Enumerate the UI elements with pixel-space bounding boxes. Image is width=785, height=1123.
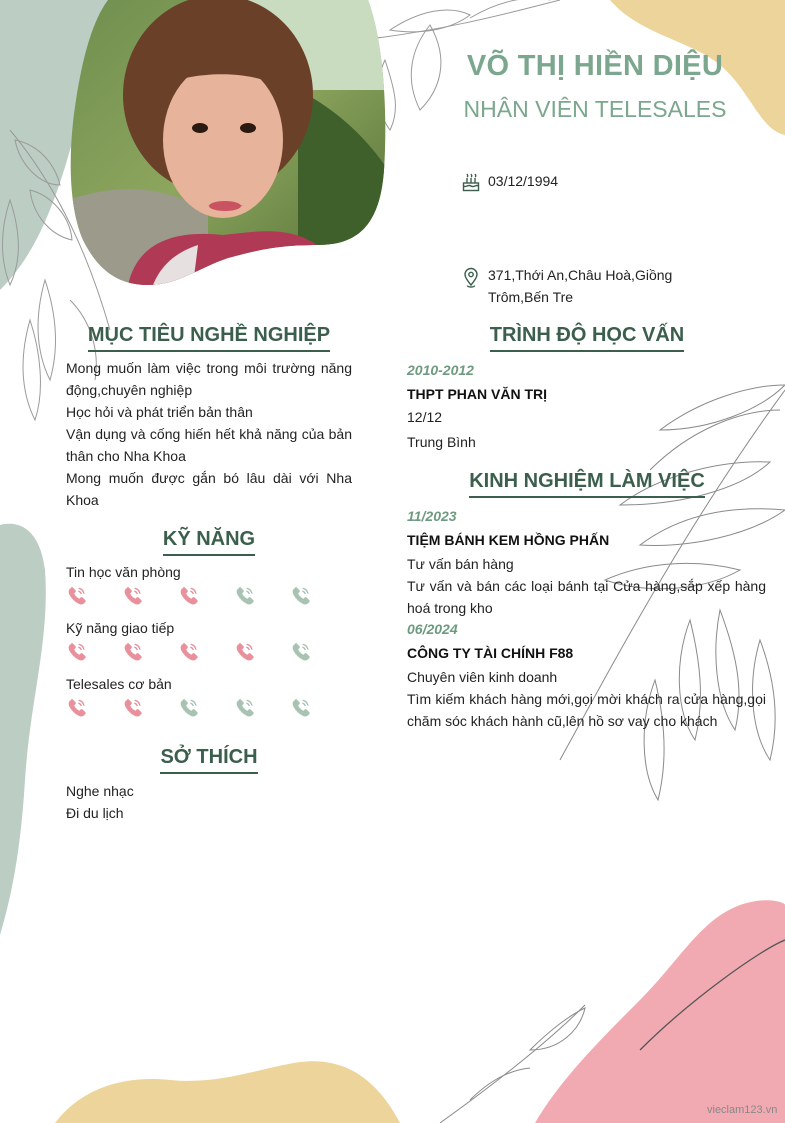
skill-name: Kỹ năng giao tiếp <box>66 620 175 636</box>
experience-heading: KINH NGHIỆM LÀM VIỆC <box>407 470 767 498</box>
education-grade: 12/12 <box>407 409 443 425</box>
company-name: CÔNG TY TÀI CHÍNH F88 <box>407 645 574 661</box>
birthdate: 03/12/1994 <box>488 173 559 189</box>
job-description: Tìm kiếm khách hàng mới,gọi mời khách ra cửa hàng,gọi chăm sóc khách hành cũ,lên hồ sơ vay cho khách <box>407 691 766 729</box>
phone-rating-icon <box>290 585 312 607</box>
phone-rating-icon <box>122 641 144 663</box>
phone-rating-icon <box>234 641 256 663</box>
phone-rating-icon <box>66 585 88 607</box>
phone-rating-icon <box>290 697 312 719</box>
phone-rating-icon <box>178 697 200 719</box>
skill-name: Tin học văn phòng <box>66 564 181 580</box>
phone-rating-icon <box>66 641 88 663</box>
job-date: 11/2023 <box>407 508 457 524</box>
watermark: vieclam123.vn <box>707 1104 778 1116</box>
job-position: Chuyên viên kinh doanh <box>407 669 558 685</box>
full-name: VÕ THỊ HIỀN DIỆU <box>466 50 724 82</box>
location-pin-icon <box>463 267 479 289</box>
skill-rating <box>66 641 326 663</box>
skills-heading: KỸ NĂNG <box>66 528 352 556</box>
company-name: TIỆM BÁNH KEM HỒNG PHẤN <box>407 532 610 548</box>
hobby-item: Đi du lịch <box>66 805 124 821</box>
job-description: Tư vấn và bán các loại bánh tại Cửa hàng,sắp xếp hàng hoá trong kho <box>407 578 766 616</box>
job-date: 06/2024 <box>407 621 458 637</box>
education-period: 2010-2012 <box>407 362 474 378</box>
profile-photo <box>68 0 388 285</box>
birthday-cake-icon <box>462 172 480 192</box>
hobby-item: Nghe nhạc <box>66 783 134 799</box>
phone-rating-icon <box>122 697 144 719</box>
phone-rating-icon <box>122 585 144 607</box>
phone-rating-icon <box>290 641 312 663</box>
hobbies-heading: SỞ THÍCH <box>66 746 352 774</box>
objective-line: Học hỏi và phát triển bản thân <box>66 404 253 420</box>
objective-line: Vận dụng và cống hiến hết khả năng của bản thân cho Nha Khoa <box>66 426 352 464</box>
skill-name: Telesales cơ bản <box>66 676 172 692</box>
school-name: THPT PHAN VĂN TRỊ <box>407 386 547 402</box>
job-title: NHÂN VIÊN TELESALES <box>463 96 727 122</box>
objective-text <box>66 357 352 511</box>
skill-rating <box>66 697 326 719</box>
job-position: Tư vấn bán hàng <box>407 556 514 572</box>
address: 371,Thới An,Châu Hoà,Giồng Trôm,Bến Tre <box>488 267 673 305</box>
objective-line: Mong muốn làm việc trong môi trường năng động,chuyên nghiệp <box>66 360 352 398</box>
phone-rating-icon <box>234 585 256 607</box>
phone-rating-icon <box>178 641 200 663</box>
phone-rating-icon <box>66 697 88 719</box>
education-heading: TRÌNH ĐỘ HỌC VẤN <box>407 324 767 352</box>
objective-heading: MỤC TIÊU NGHỀ NGHIỆP <box>66 324 352 352</box>
phone-rating-icon <box>234 697 256 719</box>
phone-rating-icon <box>178 585 200 607</box>
education-rank: Trung Bình <box>407 434 476 450</box>
skill-rating <box>66 585 326 607</box>
objective-line: Mong muốn được gắn bó lâu dài với Nha Khoa <box>66 470 352 508</box>
